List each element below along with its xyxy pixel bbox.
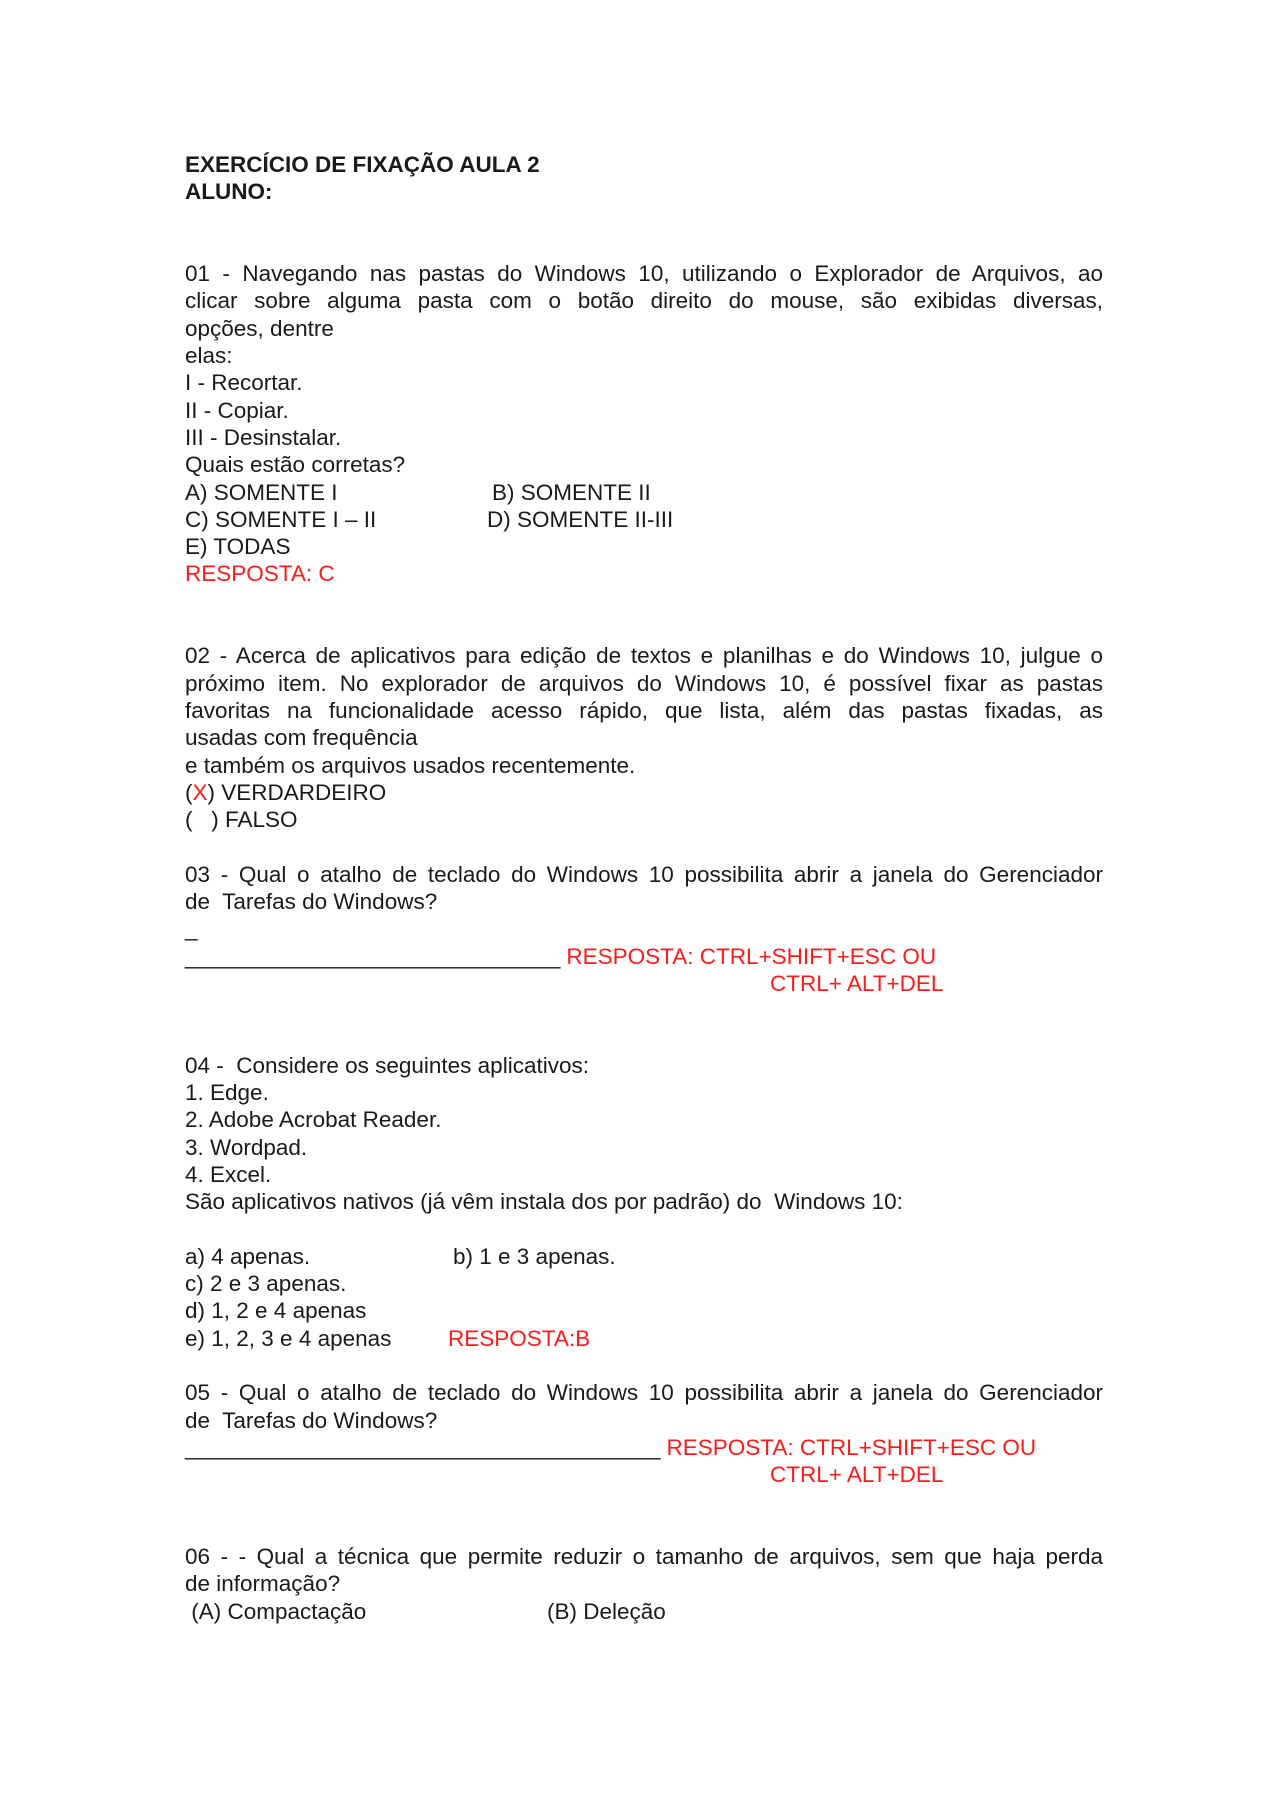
question-5: [185, 1379, 1103, 1488]
student-label: ALUNO:: [185, 179, 273, 205]
q5-text-line: de Tarefas do Windows?: [185, 1407, 438, 1433]
q2-text-line: favoritas na funcionalidade acesso rápido, que lista, além das pastas fixadas, as: [185, 697, 1103, 723]
q1-option-a: A) SOMENTE I: [185, 479, 338, 505]
question-3: [185, 861, 1103, 997]
q1-question: Quais estão corretas?: [185, 452, 406, 478]
question-6: [185, 1543, 1103, 1625]
q2-text-line: 02 - Acerca de aplicativos para edição de textos e planilhas e do Windows 10, julgue o: [185, 643, 1103, 669]
q1-text-line: clicar sobre alguma pasta com o botão direito do mouse, são exibidas diversas,: [185, 288, 1103, 314]
q1-item: I - Recortar.: [185, 370, 303, 396]
document-title: EXERCÍCIO DE FIXAÇÃO AULA 2: [185, 152, 540, 177]
q3-text-line: de Tarefas do Windows?: [185, 889, 438, 915]
q1-answer: RESPOSTA: C: [185, 561, 335, 587]
q1-option-b: B) SOMENTE II: [492, 479, 651, 505]
q4-option-c: c) 2 e 3 apenas.: [185, 1271, 347, 1297]
q3-answer: RESPOSTA: CTRL+SHIFT+ESC OU: [566, 943, 937, 969]
q4-item: 2. Adobe Acrobat Reader.: [185, 1107, 442, 1133]
q6-text-line: de informação?: [185, 1571, 341, 1597]
q1-option-c: C) SOMENTE I – II: [185, 506, 377, 532]
q5-answer-blank: ______________________________________: [185, 1434, 661, 1460]
q4-item: 4. Excel.: [185, 1161, 272, 1187]
q6-text-line: 06 - - Qual a técnica que permite reduzir o tamanho de arquivos, sem que haja perda: [185, 1544, 1103, 1570]
q1-option-d: D) SOMENTE II-III: [487, 506, 674, 532]
question-4: [185, 1052, 1103, 1352]
q1-text-line: elas:: [185, 343, 233, 369]
question-2: [185, 642, 1103, 833]
q2-answer-mark: X: [192, 779, 208, 805]
q4-option-d: d) 1, 2 e 4 apenas: [185, 1298, 367, 1324]
q3-dash: _: [185, 916, 198, 942]
document-page: [185, 151, 1103, 1625]
q4-answer: RESPOSTA:B: [448, 1325, 591, 1351]
q1-item: II - Copiar.: [185, 397, 289, 423]
q3-text-line: 03 - Qual o atalho de teclado do Windows 10 possibilita abrir a janela do Gerenciador: [185, 861, 1103, 887]
q6-option-a: (A) Compactação: [185, 1598, 367, 1624]
q1-item: III - Desinstalar.: [185, 424, 342, 450]
q2-text-line: e também os arquivos usados recentemente.: [185, 752, 636, 778]
q4-text-line: 04 - Considere os seguintes aplicativos:: [185, 1052, 589, 1078]
question-1: [185, 260, 1103, 588]
q3-answer-alt: CTRL+ ALT+DEL: [770, 970, 944, 996]
q4-question: São aplicativos nativos (já vêm instala dos por padrão) do Windows 10:: [185, 1189, 903, 1215]
q4-option-e: e) 1, 2, 3 e 4 apenas: [185, 1325, 392, 1351]
q5-text-line: 05 - Qual o atalho de teclado do Windows 10 possibilita abrir a janela do Gerenciador: [185, 1380, 1103, 1406]
q2-option-true: (X) VERDARDEIRO: [185, 779, 387, 805]
q1-text-line: 01 - Navegando nas pastas do Windows 10, utilizando o Explorador de Arquivos, ao: [185, 261, 1103, 287]
q2-text-line: próximo item. No explorador de arquivos do Windows 10, é possível fixar as pastas: [185, 670, 1103, 696]
q3-answer-blank: ______________________________: [185, 943, 561, 969]
q1-option-e: E) TODAS: [185, 534, 291, 560]
q2-text-line: usadas com frequência: [185, 725, 418, 751]
q1-text-line: opções, dentre: [185, 315, 334, 341]
q4-item: 1. Edge.: [185, 1080, 269, 1106]
q5-answer-alt: CTRL+ ALT+DEL: [770, 1462, 944, 1488]
q2-option-false: ( ) FALSO: [185, 807, 298, 833]
q4-item: 3. Wordpad.: [185, 1134, 308, 1160]
q4-option-b: b) 1 e 3 apenas.: [453, 1243, 616, 1269]
q4-option-a: a) 4 apenas.: [185, 1243, 311, 1269]
q6-option-b: (B) Deleção: [547, 1598, 666, 1624]
q5-answer: RESPOSTA: CTRL+SHIFT+ESC OU: [666, 1434, 1037, 1460]
